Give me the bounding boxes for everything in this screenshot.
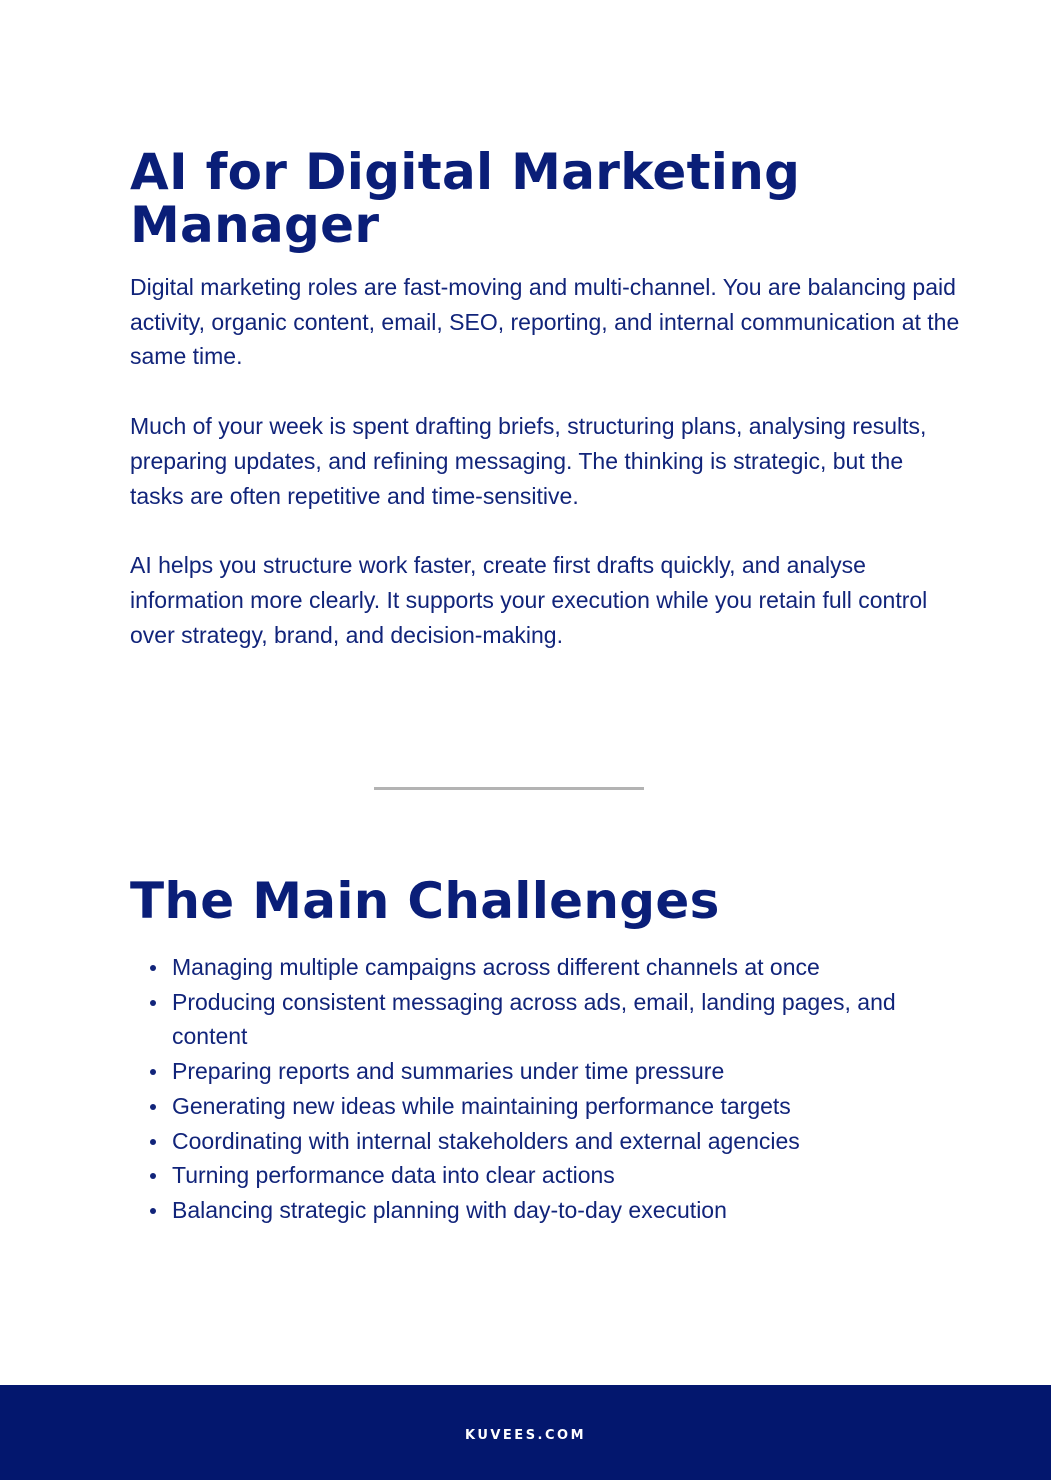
- bullet-icon: [150, 1208, 156, 1214]
- challenge-text: Balancing strategic planning with day-to-day execution: [172, 1196, 727, 1223]
- challenge-text: Producing consistent messaging across ads, email, landing pages, and content: [172, 988, 896, 1050]
- bullet-icon: [150, 1069, 156, 1075]
- challenge-text: Coordinating with internal stakeholders and external agencies: [172, 1127, 800, 1154]
- challenge-text: Generating new ideas while maintaining performance targets: [172, 1092, 791, 1119]
- intro-paragraph: AI helps you structure work faster, create first drafts quickly, and analyse information more clearly. It supports your execution while you retain full control over strategy, brand, and decision-making.: [130, 552, 928, 648]
- challenge-list: [130, 950, 960, 1228]
- page-title: AI for Digital Marketing Manager: [130, 143, 801, 254]
- section-divider: [374, 787, 644, 790]
- challenge-item: [130, 950, 960, 985]
- challenge-item: [130, 985, 960, 1054]
- challenge-text: Preparing reports and summaries under time pressure: [172, 1058, 725, 1085]
- section-title-challenges: The Main Challenges: [130, 872, 720, 930]
- intro-section: [130, 270, 960, 687]
- footer-website-label: KUVEES.COM: [464, 1428, 587, 1443]
- bullet-icon: [150, 1139, 156, 1145]
- bullet-icon: [150, 1000, 156, 1006]
- challenge-text: Turning performance data into clear actions: [172, 1162, 615, 1189]
- challenge-item: [130, 1089, 960, 1124]
- challenge-item: [130, 1054, 960, 1089]
- challenge-text: Managing multiple campaigns across different channels at once: [172, 954, 820, 980]
- challenge-item: [130, 1193, 960, 1228]
- intro-paragraph: Digital marketing roles are fast-moving and multi-channel. You are balancing paid activity, organic content, email, SEO, reporting, and internal communication at the same time.: [130, 274, 960, 370]
- intro-paragraph: Much of your week is spent drafting briefs, structuring plans, analysing results, preparing updates, and refining messaging. The thinking is strategic, but the tasks are often repetitive and time-sensitive.: [130, 413, 927, 509]
- challenge-item: [130, 1158, 960, 1193]
- bullet-icon: [150, 1104, 156, 1110]
- bullet-icon: [150, 965, 156, 971]
- challenge-item: [130, 1124, 960, 1159]
- bullet-icon: [150, 1173, 156, 1179]
